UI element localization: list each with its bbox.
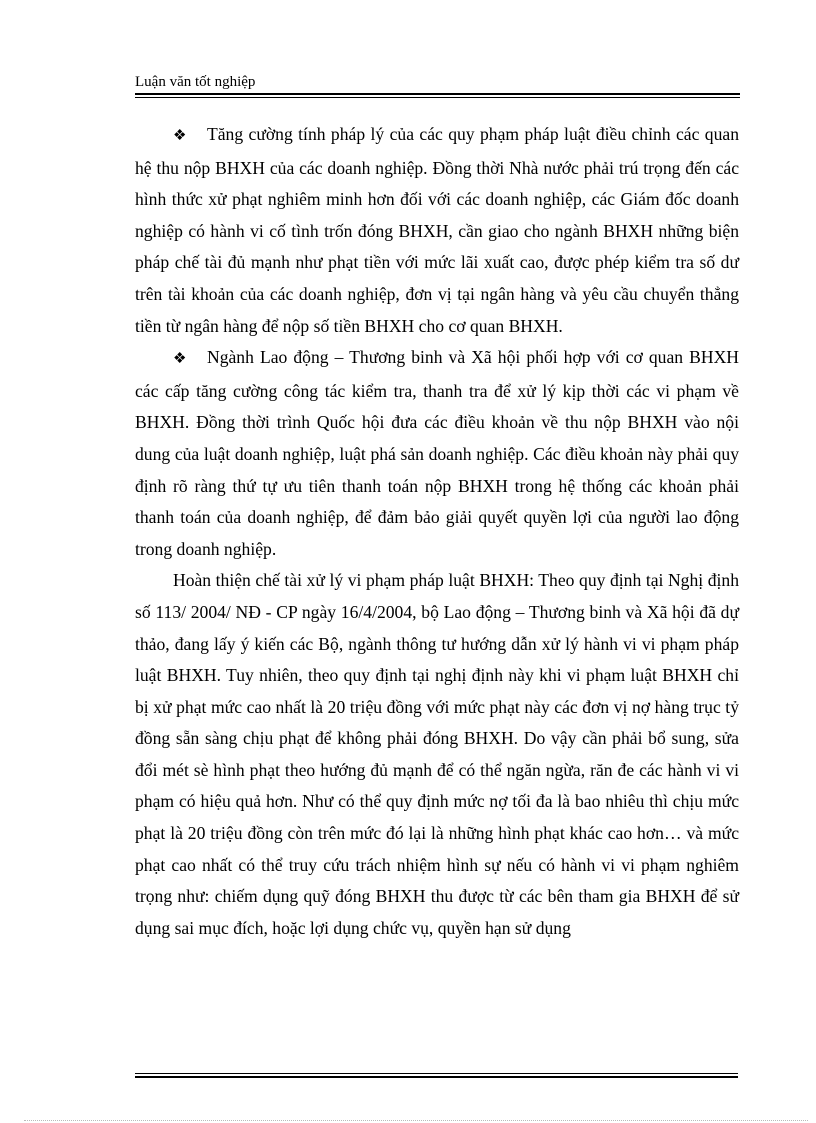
diamond-bullet-icon: ❖ xyxy=(173,351,187,368)
paragraph-3 xyxy=(135,565,739,944)
running-header: Luận văn tốt nghiệp xyxy=(135,74,256,90)
paragraph-3-text: Hoàn thiện chế tài xử lý vi phạm pháp luật BHXH: Theo quy định tại Nghị định số 113/ 2004/ NĐ - CP ngày 16/4/2004, bộ Lao động – Thương binh và Xã hội đã dự thảo, đang lấy ý kiến các Bộ, ngành thông tư hướng dẫn xử lý hành vi vi phạm pháp luật BHXH. Tuy nhiên, theo quy định tại nghị định này khi vi phạm luật BHXH chỉ bị xử phạt mức cao nhất là 20 triệu đồng với mức phạt này các đơn vị nợ hàng trục tỷ đồng sẵn sàng chịu phạt để không phải đóng BHXH. Do vậy cần phải bổ sung, sửa đổi mét sè hình phạt theo hướng đủ mạnh để có thể ngăn ngừa, răn đe các hành vi vi phạm có hiệu quả hơn. Như có thể quy định mức nợ tối đa là bao nhiêu thì chịu mức phạt là 20 triệu đồng còn trên mức đó lại là những hình phạt khác cao hơn… và mức phạt cao nhất có thể truy cứu trách nhiệm hình sự nếu có hành vi vi phạm nghiêm trọng như: chiếm dụng quỹ đóng BHXH thu được từ các bên tham gia BHXH để sử dụng sai mục đích, hoặc lợi dụng chức vụ, quyền hạn sử dụng xyxy=(135,570,739,938)
paragraph-2 xyxy=(135,342,739,565)
footer-rule-thick xyxy=(135,1076,738,1078)
diamond-bullet-icon: ❖ xyxy=(173,128,187,144)
paragraph-1 xyxy=(135,119,739,342)
document-body xyxy=(135,119,739,944)
header-rule-thin xyxy=(135,97,740,98)
paragraph-2-text: Ngành Lao động – Thương binh và Xã hội phối hợp với cơ quan BHXH các cấp tăng cường công tác kiểm tra, thanh tra để xử lý kịp thời các vi phạm về BHXH. Đồng thời trình Quốc hội đưa các điều khoản về thu nộp BHXH vào nội dung của luật doanh nghiệp, luật phá sản doanh nghiệp. Các điều khoản này phải quy định rõ ràng thứ tự ưu tiên thanh toán nộp BHXH trong hệ thống các khoản phải thanh toán của doanh nghiệp, để đảm bảo giải quyết quyền lợi của người lao động trong doanh nghiệp. xyxy=(135,347,739,559)
paragraph-1-text: Tăng cường tính pháp lý của các quy phạm pháp luật điều chỉnh các quan hệ thu nộp BHXH của các doanh nghiệp. Đồng thời Nhà nước phải trú trọng đến các hình thức xử phạt nghiêm minh hơn đối với các doanh nghiệp, các Giám đốc doanh nghiệp có hành vi cố tình trốn đóng BHXH, cần giao cho ngành BHXH những biện pháp chế tài đủ mạnh như phạt tiền với mức lãi xuất cao, được phép kiểm tra số dư trên tài khoản của các doanh nghiệp, đơn vị tại ngân hàng và yêu cầu chuyển thẳng tiền từ ngân hàng để nộp số tiền BHXH cho cơ quan BHXH. xyxy=(135,124,739,336)
header-rule-thick xyxy=(135,93,740,95)
footer-rule-thin xyxy=(135,1073,738,1074)
page-edge-dotted-line xyxy=(24,1120,808,1121)
